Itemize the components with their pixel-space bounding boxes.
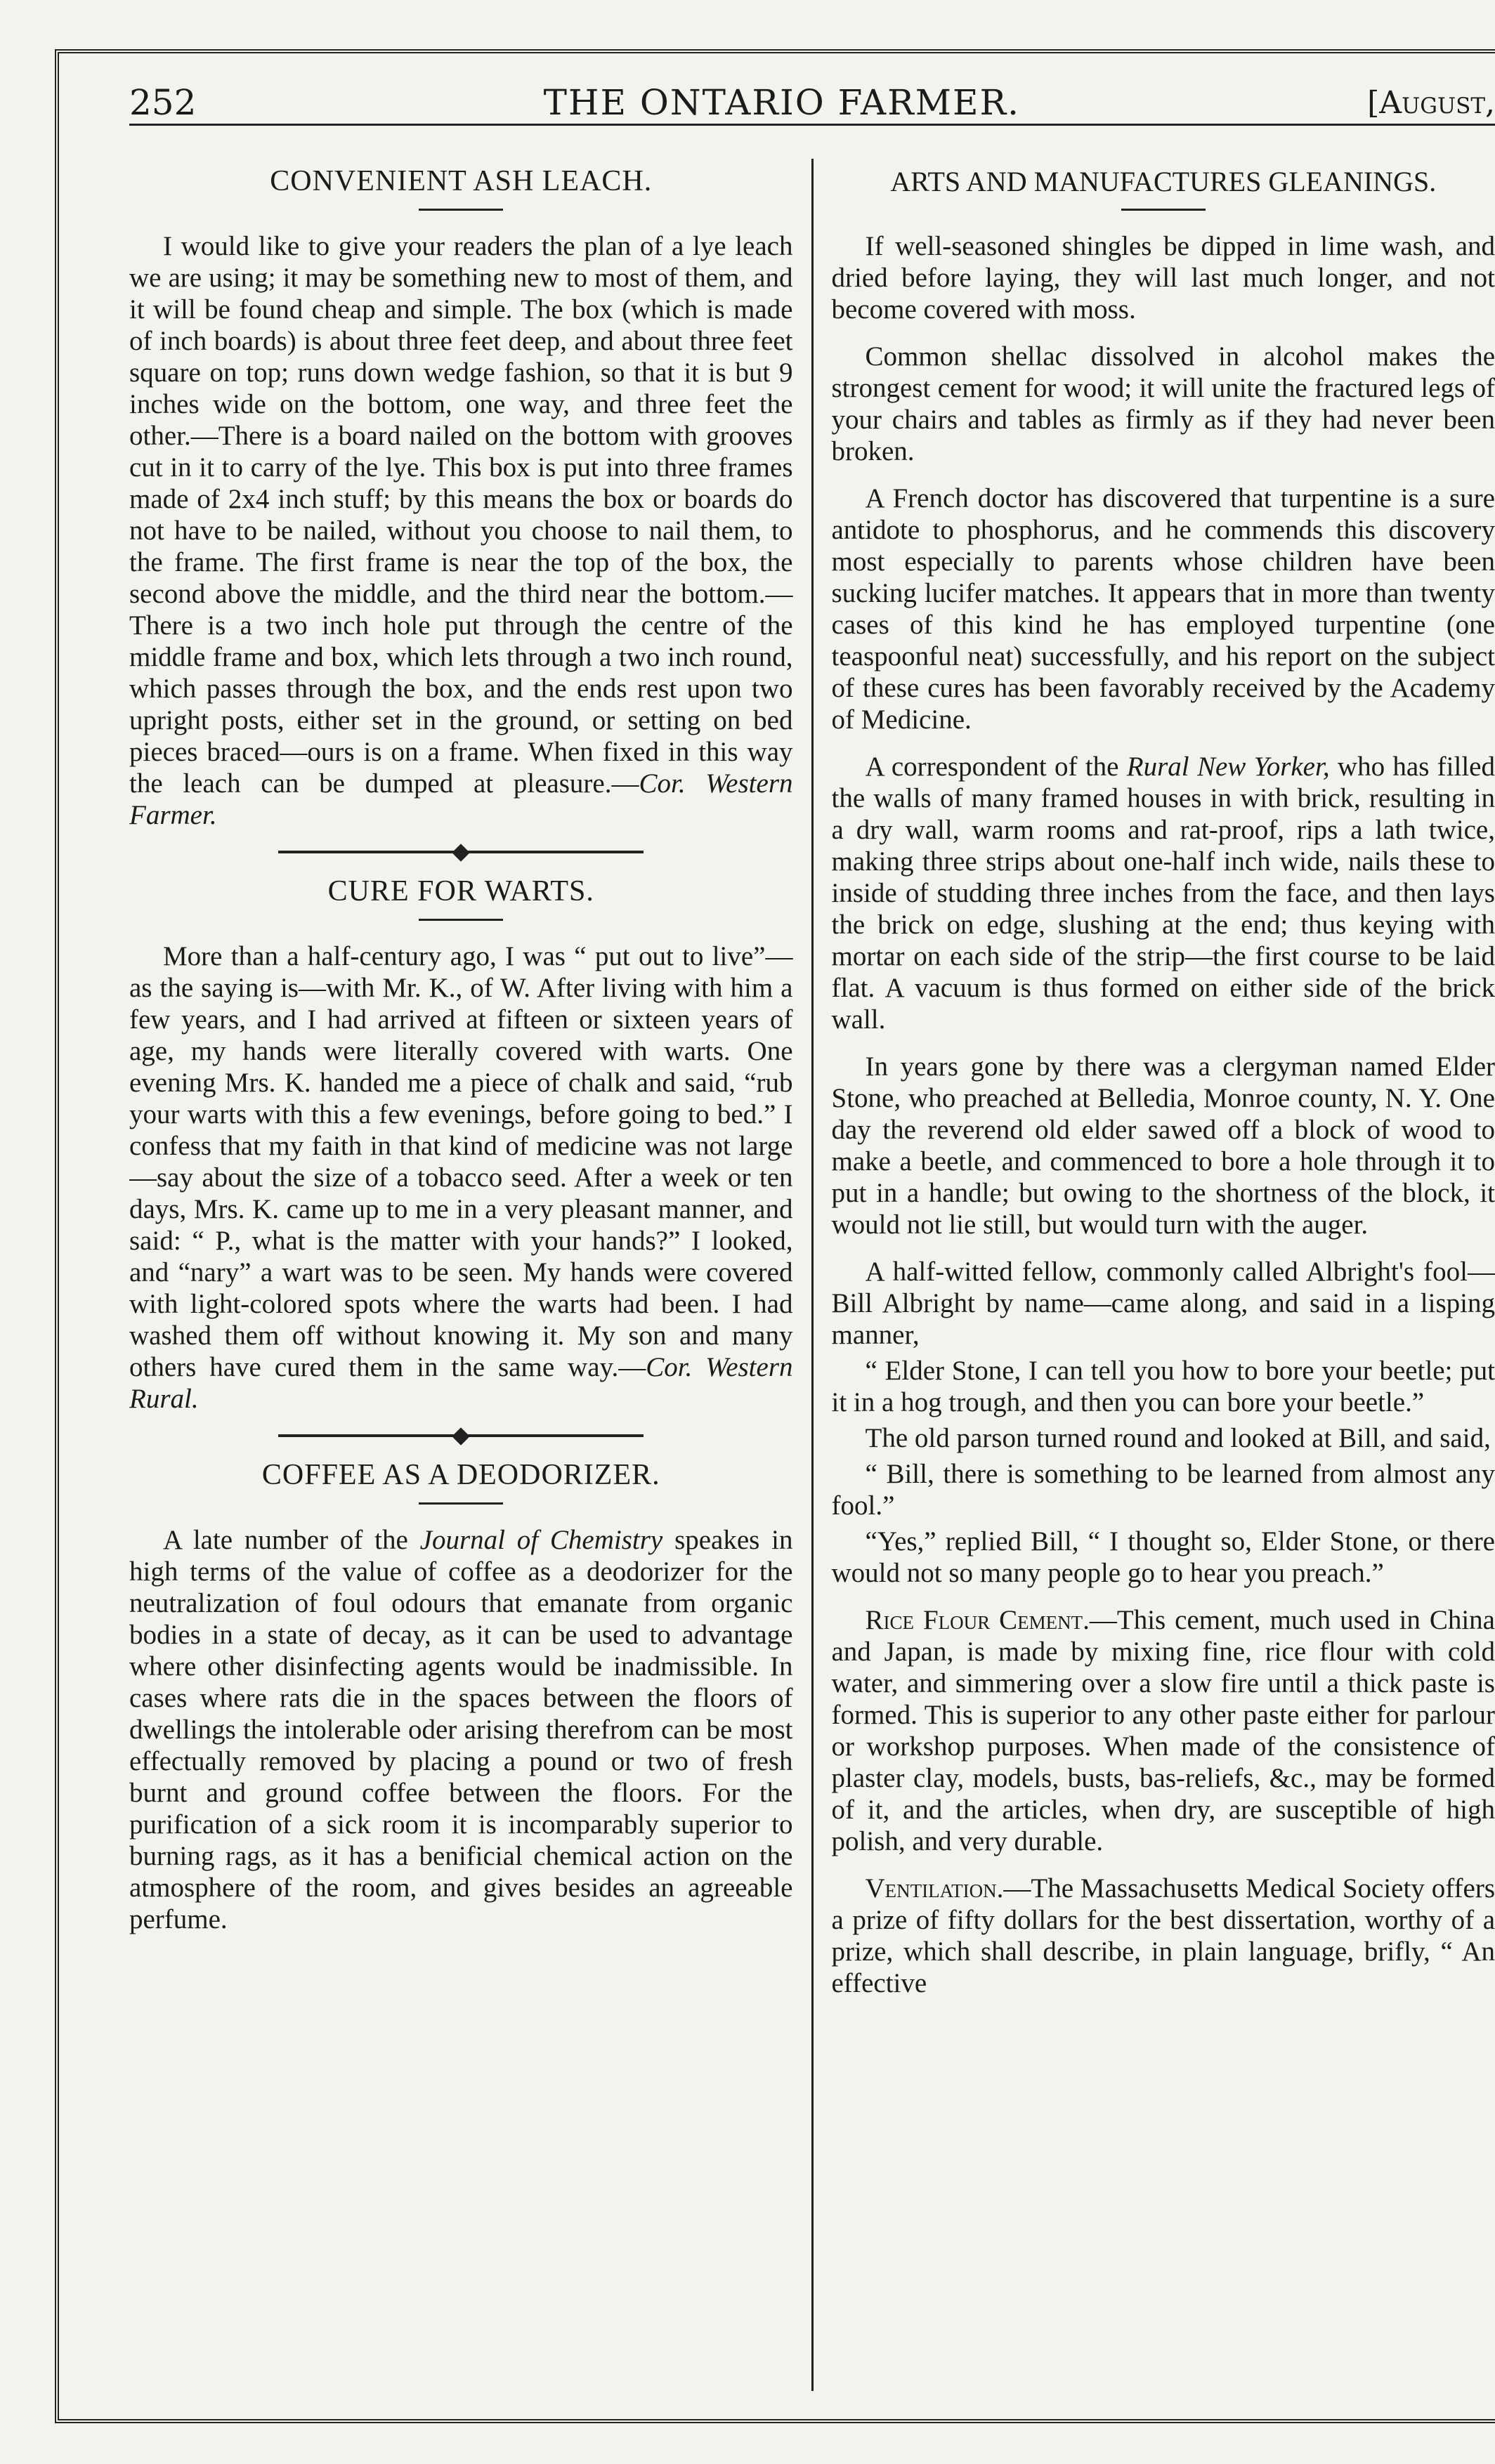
ash-leach-text: I would like to give your readers the plan of a lye leach we are using; it may be something new to most of them, and it will be found cheap and simple. The box (which is made of inch boards) is about three feet deep, and about three feet square on top; runs down wedge fashion, so that it is but 9 inches wide on the bottom, one way, and three feet the other.—There is a board nailed on the bottom with grooves cut in it to carry of the lye. This box is put into three frames made of 2x4 inch stuff; by this means the box or boards do not have to be nailed, without you choose to nail them, to the frame. The first frame is near the top of the box, the second above the middle, and the third near the bottom.—There is a two inch hole put through the centre of the middle frame and box, which lets through a two inch round, which passes through the box, and the ends rest upon two upright posts, either set in the ground, or setting on bed pieces braced—ours is on a frame. When fixed in this way the leach can be dumped at pleasure.—Cor. Western Farmer. [129, 231, 793, 830]
coffee-text: A late number of the Journal of Chemistry speakes in high terms of the value of coffee as a deodorizer for the neutralization of foul odours that emanate from organic bodies in a state of decay, as it can be used to advantage where other disinfecting agents would be inadmissible. In cases where rats die in the spaces between the floors of dwellings the intolerable oder arising therefrom can be most effectually removed by placing a pound or two of fresh burnt and ground coffee between the floors. For the purification of a sick room it is incomparably superior to burning rags, as it has a benificial chemical action on the atmosphere of the room, and gives besides an agreeable perfume. [129, 1525, 793, 1934]
warts-heading: CURE FOR WARTS. [327, 875, 594, 907]
elder-stone-text-4: The old parson turned round and looked at Bill, and said, [865, 1423, 1491, 1453]
ash-leach-heading: CONVENIENT ASH LEACH. [270, 165, 653, 197]
rice-flour-heading: Rice Flour Cement. [865, 1605, 1090, 1635]
elder-stone-text-1: In years gone by there was a clergyman named Elder Stone, who preached at Belledia, Monroe county, N. Y. One day the reverend old elder sawed off a block of wood to make a beetle, and commenced to bore a hole through it to put in a handle; but owing to the shortness of the block, it would not lie still, but would turn with the auger. [831, 1051, 1495, 1240]
ornamental-rule [278, 851, 644, 853]
ventilation-heading: Ventilation. [865, 1873, 1004, 1903]
elder-stone-text-2: A half-witted fellow, commonly called Albright's fool—Bill Albright by name—came along, and said in a lisping manner, [831, 1257, 1495, 1350]
page-header [129, 67, 1495, 138]
elder-stone-text-3: “ Elder Stone, I can tell you how to bore your beetle; put it in a hog trough, and then you can bore your beetle.” [831, 1356, 1495, 1417]
gleanings-heading: ARTS AND MANUFACTURES GLEANINGS. [890, 166, 1437, 197]
journal-title: THE ONTARIO FARMER. [543, 82, 1020, 123]
short-rule [1121, 209, 1206, 211]
right-column [814, 159, 1495, 2391]
turpentine-text: A French doctor has discovered that turpentine is a sure antidote to phosphorus, and he commends this discovery most especially to parents whose children have been sucking lucifer matches. It appears that in more than twenty cases of this kind he has employed turpentine (one teaspoonful neat) successfully, and his report on the subject of these cures has been favorably received by the Academy of Medicine. [831, 483, 1495, 735]
left-column [129, 159, 814, 2391]
rural-new-yorker-name: Rural New Yorker, [1126, 752, 1330, 782]
ventilation-text: Ventilation.—The Massachusetts Medical Society offers a prize of fifty dollars for the best dissertation, worthy of a prize, which shall describe, in plain language, brifly, “ An effective [831, 1873, 1495, 1998]
short-rule [419, 919, 503, 921]
elder-stone-text-5: “ Bill, there is something to be learned from almost any fool.” [831, 1459, 1495, 1521]
coffee-heading: COFFEE AS A DEODORIZER. [261, 1459, 660, 1491]
short-rule [419, 209, 503, 211]
coffee-journal-name: Journal of Chemistry [419, 1525, 663, 1555]
header-rule [129, 124, 1495, 126]
warts-credit: Cor. Western Rural. [129, 1352, 793, 1414]
warts-text: More than a half-century ago, I was “ put out to live”—as the saying is—with Mr. K., of W. After living with him a few years, and I had arrived at fifteen or sixteen years of age, my hands were literally covered with warts. One evening Mrs. K. handed me a piece of chalk and said, “rub your warts with this a few evenings, before going to bed.” I confess that my faith in that kind of medicine was not large—say about the size of a tobacco seed. After a week or ten days, Mrs. K. came up to me in a very pleasant manner, and said: “ P., what is the matter with your hands?” I looked, and “nary” a wart was to be seen. My hands were covered with light-colored spots where the warts had been. I had washed them off without knowing it. My son and many others have cured them in the same way.—Cor. Western Rural. [129, 941, 793, 1414]
rice-flour-text: Rice Flour Cement.—This cement, much used in China and Japan, is made by mixing fine, rice flour with cold water, and simmering over a slow fire until a thick paste is formed. This is superior to any other paste either for parlour or workshop purposes. When made of the consistence of plaster clay, models, busts, bas-reliefs, &c., may be formed of it, and the articles, when dry, are susceptible of high polish, and very durable. [831, 1605, 1495, 1856]
article-columns [129, 159, 1495, 2391]
ash-leach-credit: Cor. Western Farmer. [129, 768, 793, 830]
page-frame [55, 49, 1495, 2423]
elder-stone-text-6: “Yes,” replied Bill, “ I thought so, Elder Stone, or there would not so many people go to hear you preach.” [831, 1526, 1495, 1588]
page-number: 252 [129, 82, 197, 123]
ornamental-rule [278, 1434, 644, 1437]
issue-month: [August, [1367, 84, 1495, 121]
shingles-text: If well-seasoned shingles be dipped in lime wash, and dried before laying, they will last much longer, and not become covered with moss. [831, 231, 1495, 325]
short-rule [419, 1502, 503, 1505]
shellac-text: Common shellac dissolved in alcohol makes the strongest cement for wood; it will unite the fractured legs of your chairs and tables as firmly as if they had never been broken. [831, 341, 1495, 466]
brick-wall-text: A correspondent of the Rural New Yorker, who has filled the walls of many framed houses in with brick, resulting in a dry wall, warm rooms and rat-proof, rips a lath twice, making three strips about one-half inch wide, nails these to inside of studding three inches from the face, and then lays the brick on edge, slushing at the end; thus keying with mortar on each side of the strip—the first course to be laid flat. A vacuum is thus formed on either side of the brick wall. [831, 752, 1495, 1035]
